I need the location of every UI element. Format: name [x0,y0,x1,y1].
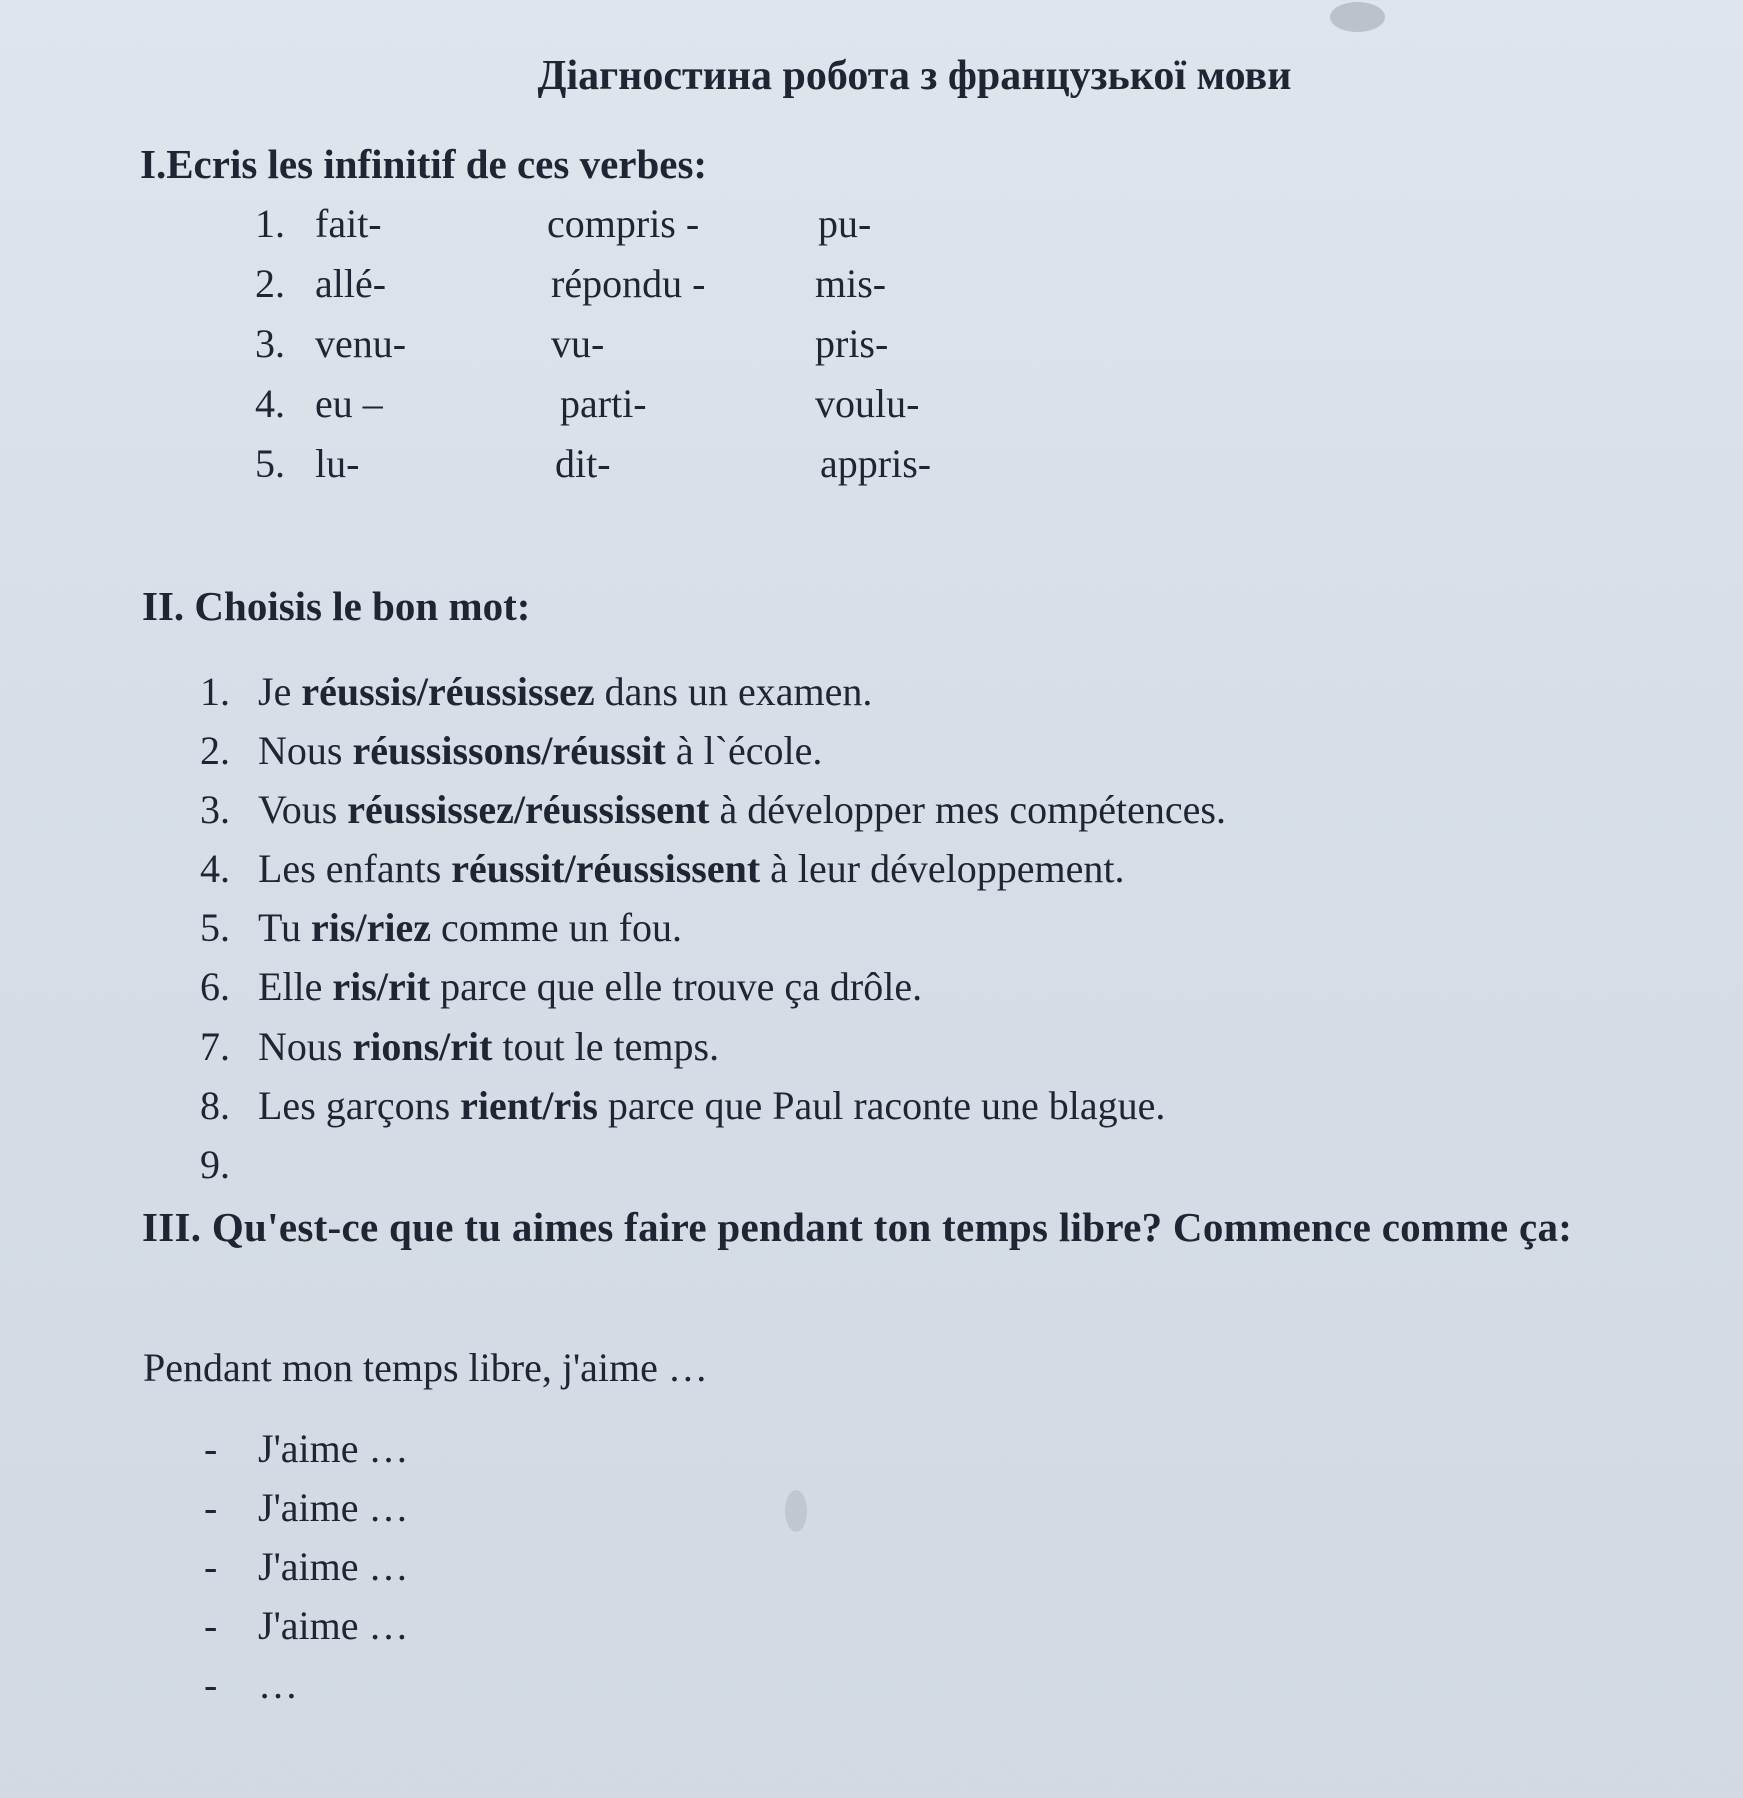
row-number: 2. [255,261,285,306]
bullet-dash: - [204,1485,218,1530]
sentence-start: Les enfants [258,846,452,891]
item-number: 5. [200,905,230,950]
intro-sentence: Pendant mon temps libre, j'aime … [143,1345,708,1390]
verb-cell: lu- [315,441,360,486]
sentence-end: parce que Paul raconte une blague. [597,1083,1166,1128]
sentence [258,1082,1165,1129]
sentence-end: tout le temps. [492,1024,720,1069]
row-number: 4. [255,381,285,426]
verb-cell: appris- [820,441,932,486]
verb-cell: vu- [551,321,605,366]
item-number: 9. [200,1142,230,1187]
sentence-start: Les garçons [258,1083,461,1128]
list-item-text: … [258,1662,298,1707]
word-choice: réussit/réussissent [451,846,761,891]
row-number: 5. [255,441,285,486]
bullet-dash: - [204,1544,218,1589]
verb-cell: dit- [555,441,611,486]
sentence-end: parce que elle trouve ça drôle. [430,964,923,1009]
sentence-end: comme un fou. [430,905,683,950]
word-choice: ris/riez [311,905,431,950]
sentence [258,1023,719,1070]
paper-smudge [1330,2,1385,32]
item-number: 7. [200,1024,230,1069]
word-choice: réussis/réussissez [301,669,595,714]
sentence [258,845,1124,892]
sentence [258,963,922,1010]
sentence-start: Elle [258,964,333,1009]
sentence-end: à leur développement. [760,846,1125,891]
verb-cell: pu- [818,201,872,246]
verb-cell: mis- [815,261,887,306]
verb-cell: pris- [815,321,889,366]
section-2-heading: II. Choisis le bon mot: [142,583,531,629]
bullet-dash: - [204,1426,218,1471]
section-1-heading: I.Ecris les infinitif de ces verbes: [140,141,708,187]
sentence-end: à développer mes compétences. [709,787,1226,832]
item-number: 2. [200,728,230,773]
sentence-end: dans un examen. [594,669,873,714]
list-item-text: J'aime … [258,1544,409,1589]
item-number: 1. [200,669,230,714]
verb-cell: venu- [315,321,407,366]
row-number: 1. [255,201,285,246]
sentence-start: Tu [258,905,312,950]
paper-smudge [785,1490,807,1532]
item-number: 3. [200,787,230,832]
verb-cell: répondu - [551,261,706,306]
verb-cell: compris - [547,201,700,246]
sentence [258,904,682,951]
sentence-start: Je [258,669,302,714]
list-item-text: J'aime … [258,1485,409,1530]
word-choice: réussissez/réussissent [347,787,710,832]
section-3-heading: III. Qu'est-ce que tu aimes faire pendant ton temps libre? Commence comme ça: [142,1204,1573,1250]
sentence-start: Vous [258,787,348,832]
word-choice: rions/rit [352,1024,493,1069]
sentence-end: à l`école. [665,728,823,773]
page-title: Діагностина робота з французької мови [537,53,1292,99]
sentence-start: Nous [258,1024,353,1069]
item-number: 6. [200,964,230,1009]
verb-cell: eu – [315,381,383,426]
verb-cell: voulu- [815,381,920,426]
row-number: 3. [255,321,285,366]
item-number: 4. [200,846,230,891]
word-choice: ris/rit [332,964,431,1009]
sentence-start: Nous [258,728,353,773]
verb-cell: allé- [315,261,387,306]
list-item-text: J'aime … [258,1603,409,1648]
verb-cell: fait- [315,201,382,246]
verb-cell: parti- [560,381,647,426]
sentence [258,727,822,774]
item-number: 8. [200,1083,230,1128]
sentence [258,668,872,715]
bullet-dash: - [204,1603,218,1648]
word-choice: rient/ris [460,1083,598,1128]
word-choice: réussissons/réussit [352,728,666,773]
list-item-text: J'aime … [258,1426,409,1471]
sentence [258,786,1226,833]
bullet-dash: - [204,1662,218,1707]
